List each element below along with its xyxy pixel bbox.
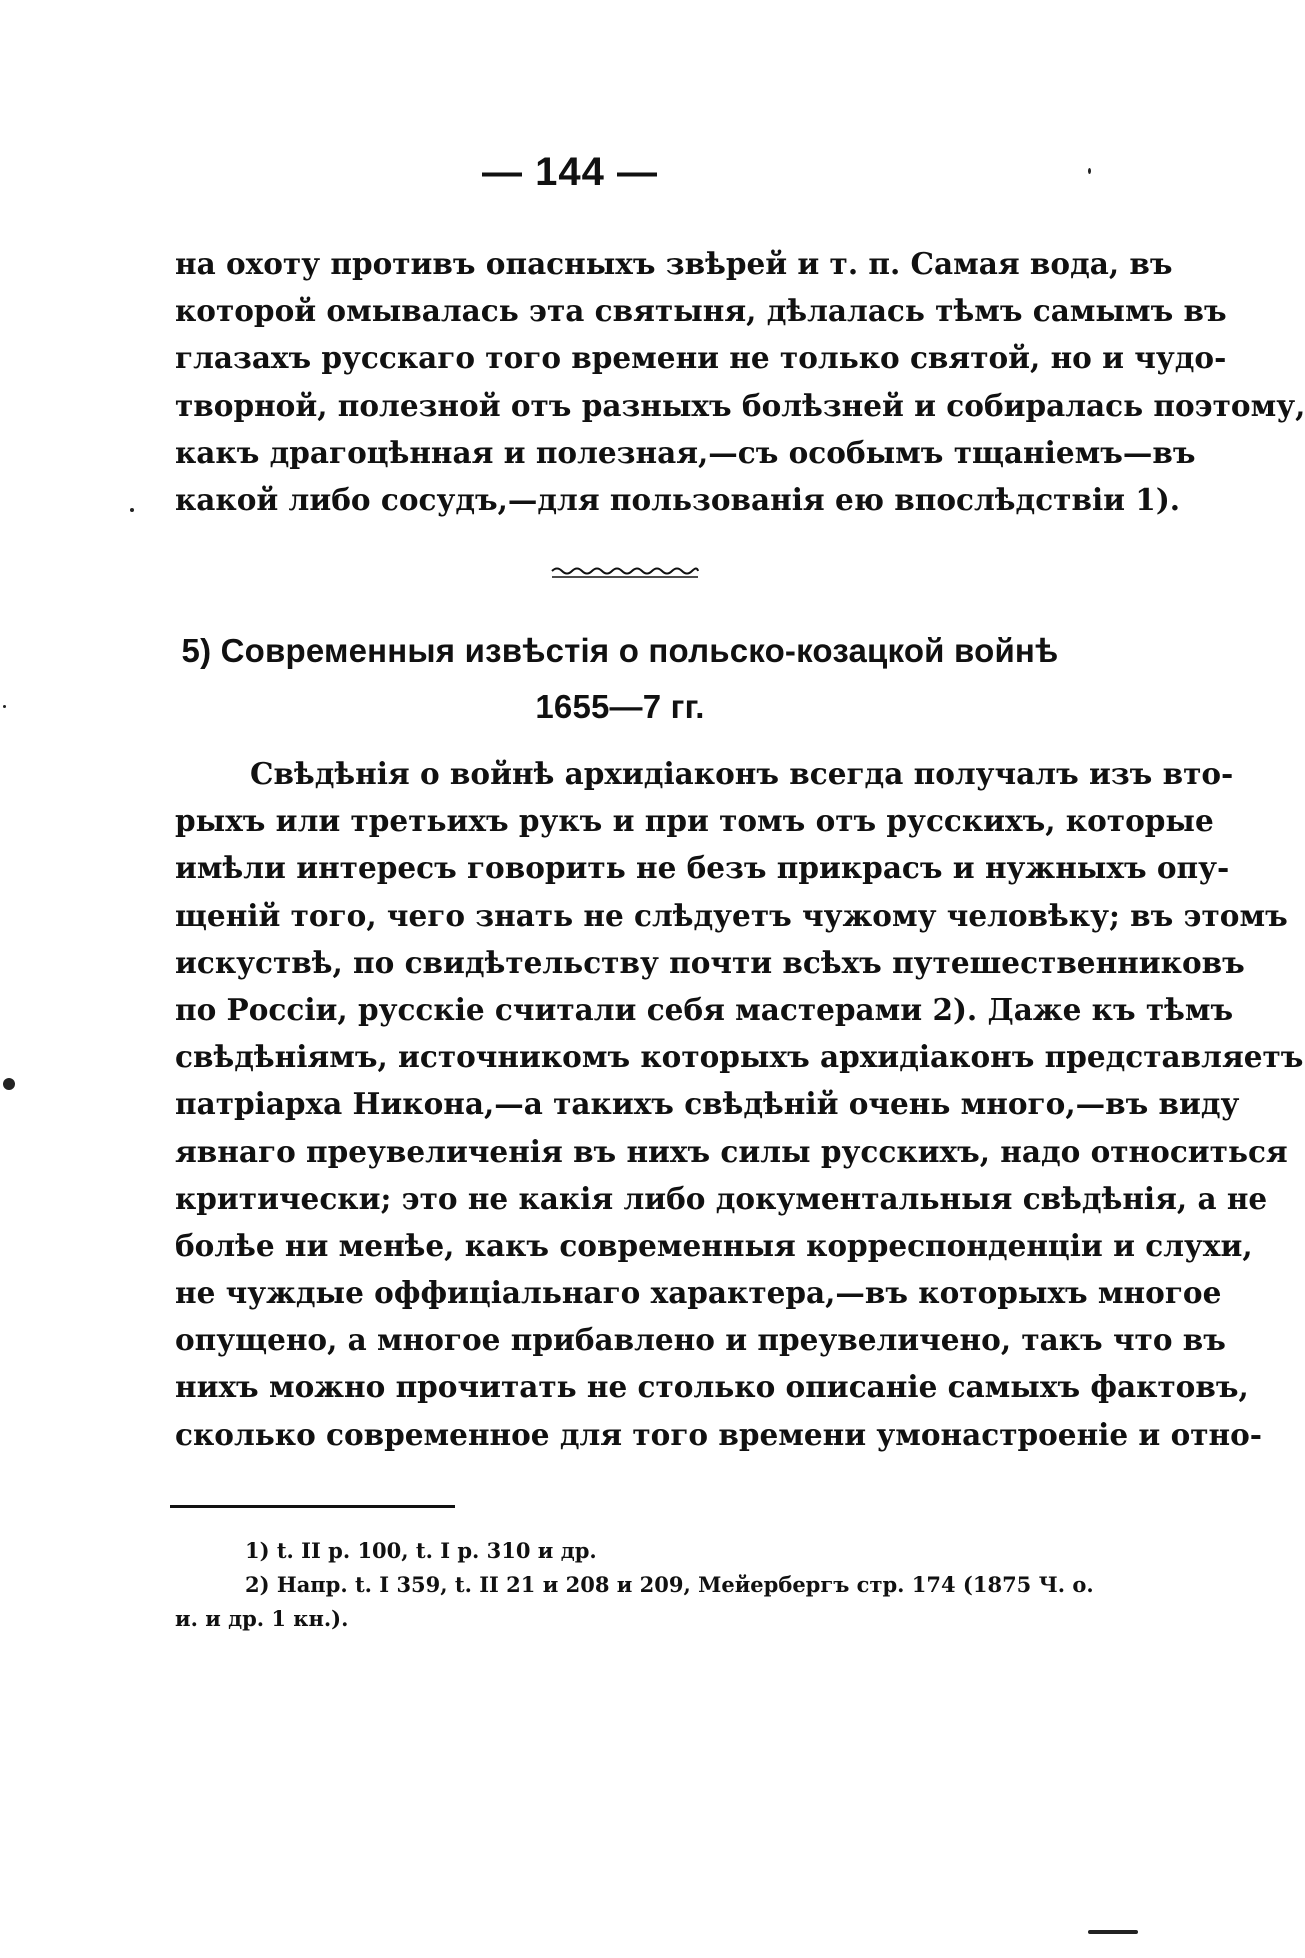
footnote-1: 1) t. II p. 100, t. I p. 310 и др. [245,1538,597,1563]
scan-speck [3,705,6,708]
ornamental-divider [550,565,700,581]
section-heading: 5) Современныя извѣстія о польско-козацкой войнѣ [181,632,1059,669]
footnote-2: 2) Напр. t. I 359, t. II 21 и 208 и 209, Мейербергъ стр. 174 (1875 Ч. о. [245,1572,1094,1597]
text-line: сколько современное для того времени умонастроеніе и отно- [175,1416,1263,1452]
text-line: патріарха Никона,—а такихъ свѣдѣній очень много,—въ виду [175,1086,1240,1122]
text-line: критически; это не какія либо документальныя свѣдѣнія, а не [175,1180,1268,1216]
text-line: опущено, а многое прибавлено и преувеличено, такъ что въ [175,1322,1226,1358]
page-number: — 144 — [482,150,658,194]
text-line: щеній того, чего знать не слѣдуетъ чужому человѣку; въ этомъ [175,897,1288,933]
text-line: свѣдѣніямъ, источникомъ которыхъ архидіаконъ представляетъ [175,1039,1304,1075]
text-line: болѣе ни менѣе, какъ современныя корреспонденціи и слухи, [175,1227,1253,1263]
text-line: творной, полезной отъ разныхъ болѣзней и собиралась поэтому, [175,387,1305,423]
scan-speck [1088,168,1091,174]
footnote-2-continuation: и. и др. 1 кн.). [175,1606,349,1631]
text-line: явнаго преувеличенія въ нихъ силы русскихъ, надо относиться [175,1133,1288,1169]
text-line: нихъ можно прочитать не столько описаніе самыхъ фактовъ, [175,1369,1249,1405]
text-line: на охоту противъ опасныхъ звѣрей и т. п. Самая вода, въ [175,246,1173,281]
paragraph-continuation [175,240,1305,523]
text-line: искуствѣ, по свидѣтельству почти всѣхъ путешественниковъ [175,944,1245,980]
text-line: глазахъ русскаго того времени не только святой, но и чудо- [175,340,1227,376]
text-line: какъ драгоцѣнная и полезная,—съ особымъ тщаніемъ—въ [175,434,1196,470]
footnotes [175,1534,1094,1636]
text-line: не чуждые оффиціальнаго характера,—въ которыхъ многое [175,1275,1222,1311]
footnote-separator [170,1505,455,1508]
scan-speck [1088,1930,1138,1934]
text-line: которой омывалась эта святыня, дѣлалась тѣмъ самымъ въ [175,293,1227,329]
text-line: рыхъ или третьихъ рукъ и при томъ отъ русскихъ, которые [175,803,1214,839]
scan-speck [3,1078,15,1090]
section-heading-dates: 1655—7 гг. [535,688,705,725]
scan-speck [130,508,134,512]
text-line: Свѣдѣнія о войнѣ архидіаконъ всегда получалъ изъ вто- [250,756,1234,791]
text-line: какой либо сосудъ,—для пользованія ею впослѣдствіи 1). [175,481,1181,517]
text-line: имѣли интересъ говорить не безъ прикрасъ и нужныхъ опу- [175,850,1230,886]
section-paragraph [175,750,1304,1458]
text-line: по Россіи, русскіе считали себя мастерами 2). Даже къ тѣмъ [175,991,1234,1027]
